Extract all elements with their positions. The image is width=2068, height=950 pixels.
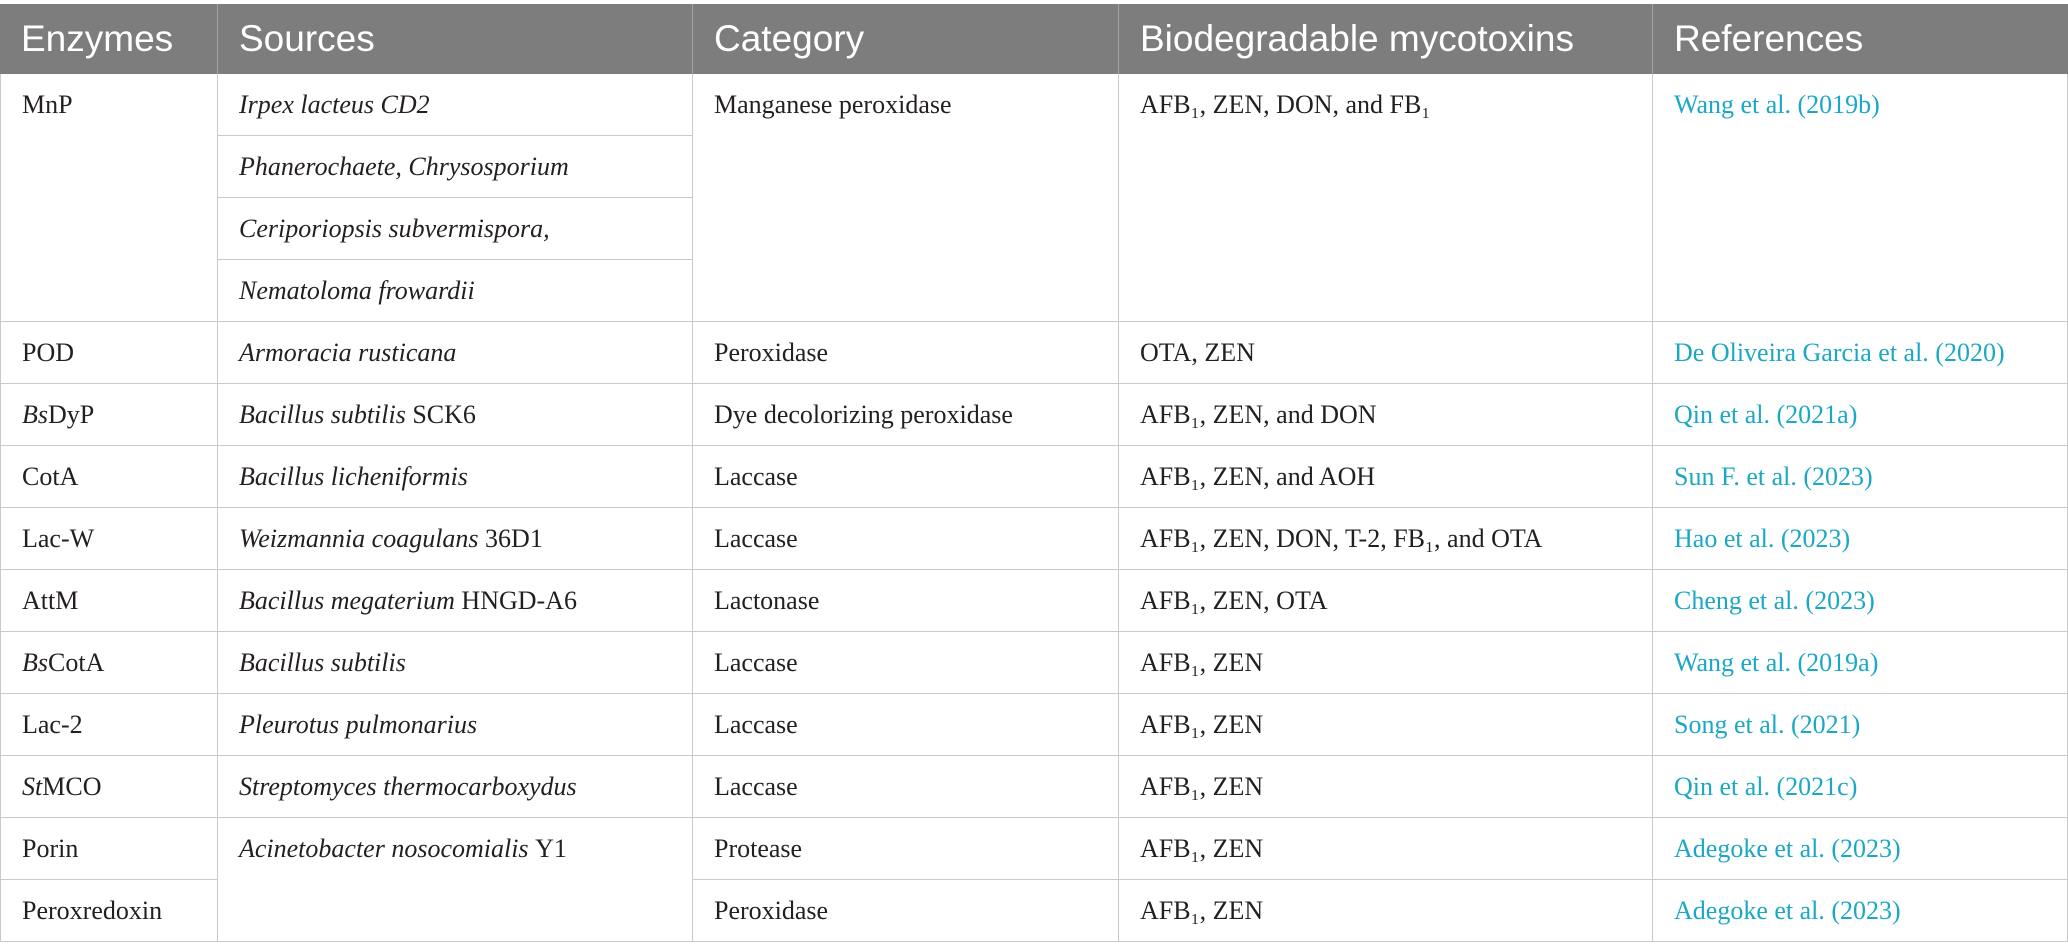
mycotoxins-cell: AFB₁, ZEN, DON, T-2, FB₁, and OTA	[1119, 508, 1653, 570]
mycotoxins-cell: AFB₁, ZEN, OTA	[1119, 570, 1653, 632]
enzyme-cell	[0, 508, 218, 570]
column-header-references: References	[1653, 4, 2068, 74]
enzyme-cell	[0, 756, 218, 818]
category-cell: Protease	[693, 818, 1119, 880]
source-species: Bacillus subtilis	[239, 400, 406, 429]
source-cell	[218, 818, 693, 942]
reference-link[interactable]: Song et al. (2021)	[1674, 710, 1861, 739]
reference-link[interactable]: Wang et al. (2019a)	[1674, 648, 1879, 677]
source-species: Acinetobacter nosocomialis	[239, 834, 529, 863]
enzyme-name: POD	[22, 338, 75, 367]
enzyme-name: CotA	[48, 648, 105, 677]
enzyme-name: Porin	[22, 834, 79, 863]
source-cell	[218, 74, 693, 136]
enzyme-cell	[0, 384, 218, 446]
enzyme-name: Lac-W	[22, 524, 95, 553]
mycotoxins-cell: OTA, ZEN	[1119, 322, 1653, 384]
reference-link[interactable]: Qin et al. (2021a)	[1674, 400, 1858, 429]
enzyme-name: AttM	[22, 586, 79, 615]
source-species: Pleurotus pulmonarius	[239, 710, 478, 739]
category-cell: Laccase	[693, 446, 1119, 508]
source-cell	[218, 446, 693, 508]
reference-link[interactable]: Wang et al. (2019b)	[1674, 90, 1880, 119]
source-cell	[218, 136, 693, 198]
source-species: Bacillus subtilis	[239, 648, 406, 677]
enzyme-prefix: St	[22, 772, 43, 801]
enzyme-cell	[0, 74, 218, 322]
mycotoxins-cell: AFB₁, ZEN	[1119, 756, 1653, 818]
reference-cell	[1653, 508, 2068, 570]
reference-cell	[1653, 632, 2068, 694]
mycotoxins-cell: AFB₁, ZEN, DON, and FB₁	[1119, 74, 1653, 322]
reference-link[interactable]: Adegoke et al. (2023)	[1674, 896, 1901, 925]
source-species: Phanerochaete, Chrysosporium	[239, 152, 569, 181]
enzyme-cell	[0, 446, 218, 508]
enzyme-cell	[0, 632, 218, 694]
enzyme-name: MnP	[22, 90, 73, 119]
source-cell	[218, 260, 693, 322]
reference-cell	[1653, 880, 2068, 942]
mycotoxin-degrading-enzymes-table	[0, 4, 2068, 942]
source-cell	[218, 756, 693, 818]
mycotoxins-cell: AFB₁, ZEN	[1119, 880, 1653, 942]
source-species: Nematoloma frowardii	[239, 276, 475, 305]
source-strain: HNGD-A6	[461, 586, 577, 615]
source-species: Armoracia rusticana	[239, 338, 457, 367]
source-cell	[218, 384, 693, 446]
source-species: Irpex lacteus CD2	[239, 90, 430, 119]
reference-cell	[1653, 446, 2068, 508]
reference-cell	[1653, 694, 2068, 756]
column-header-mycotoxins: Biodegradable mycotoxins	[1119, 4, 1653, 74]
category-cell: Manganese peroxidase	[693, 74, 1119, 322]
mycotoxins-cell: AFB₁, ZEN	[1119, 632, 1653, 694]
enzyme-cell	[0, 694, 218, 756]
enzyme-name: Peroxredoxin	[22, 896, 163, 925]
source-cell	[218, 694, 693, 756]
category-cell: Peroxidase	[693, 880, 1119, 942]
reference-link[interactable]: Hao et al. (2023)	[1674, 524, 1851, 553]
source-cell	[218, 632, 693, 694]
reference-cell	[1653, 818, 2068, 880]
reference-cell	[1653, 756, 2068, 818]
reference-link[interactable]: Qin et al. (2021c)	[1674, 772, 1858, 801]
column-header-enzymes: Enzymes	[0, 4, 218, 74]
source-species: Bacillus licheniformis	[239, 462, 468, 491]
source-cell	[218, 570, 693, 632]
enzyme-prefix: Bs	[22, 400, 48, 429]
reference-cell	[1653, 74, 2068, 322]
enzyme-prefix: Bs	[22, 648, 48, 677]
enzyme-name: MCO	[42, 772, 102, 801]
source-species: Ceriporiopsis subvermispora,	[239, 214, 550, 243]
category-cell: Laccase	[693, 694, 1119, 756]
category-cell: Laccase	[693, 508, 1119, 570]
mycotoxins-cell: AFB₁, ZEN, and DON	[1119, 384, 1653, 446]
enzyme-cell	[0, 818, 218, 880]
category-cell: Peroxidase	[693, 322, 1119, 384]
category-cell: Dye decolorizing peroxidase	[693, 384, 1119, 446]
reference-cell	[1653, 570, 2068, 632]
source-species: Streptomyces thermocarboxydus	[239, 772, 577, 801]
category-cell: Laccase	[693, 632, 1119, 694]
reference-link[interactable]: Sun F. et al. (2023)	[1674, 462, 1873, 491]
reference-link[interactable]: De Oliveira Garcia et al. (2020)	[1674, 338, 2005, 367]
category-cell: Lactonase	[693, 570, 1119, 632]
enzyme-name: Lac-2	[22, 710, 83, 739]
enzyme-name: CotA	[22, 462, 79, 491]
mycotoxins-cell: AFB₁, ZEN	[1119, 694, 1653, 756]
source-cell	[218, 198, 693, 260]
column-header-sources: Sources	[218, 4, 693, 74]
source-strain: SCK6	[412, 400, 476, 429]
column-header-category: Category	[693, 4, 1119, 74]
reference-cell	[1653, 322, 2068, 384]
mycotoxins-cell: AFB₁, ZEN, and AOH	[1119, 446, 1653, 508]
source-cell	[218, 508, 693, 570]
mycotoxins-cell: AFB₁, ZEN	[1119, 818, 1653, 880]
enzyme-cell	[0, 570, 218, 632]
category-cell: Laccase	[693, 756, 1119, 818]
source-strain: 36D1	[485, 524, 543, 553]
source-cell	[218, 322, 693, 384]
enzyme-cell	[0, 322, 218, 384]
reference-link[interactable]: Adegoke et al. (2023)	[1674, 834, 1901, 863]
enzyme-cell	[0, 880, 218, 942]
reference-link[interactable]: Cheng et al. (2023)	[1674, 586, 1875, 615]
source-strain: Y1	[535, 834, 567, 863]
source-species: Weizmannia coagulans	[239, 524, 479, 553]
reference-cell	[1653, 384, 2068, 446]
source-species: Bacillus megaterium	[239, 586, 455, 615]
enzyme-name: DyP	[48, 400, 95, 429]
